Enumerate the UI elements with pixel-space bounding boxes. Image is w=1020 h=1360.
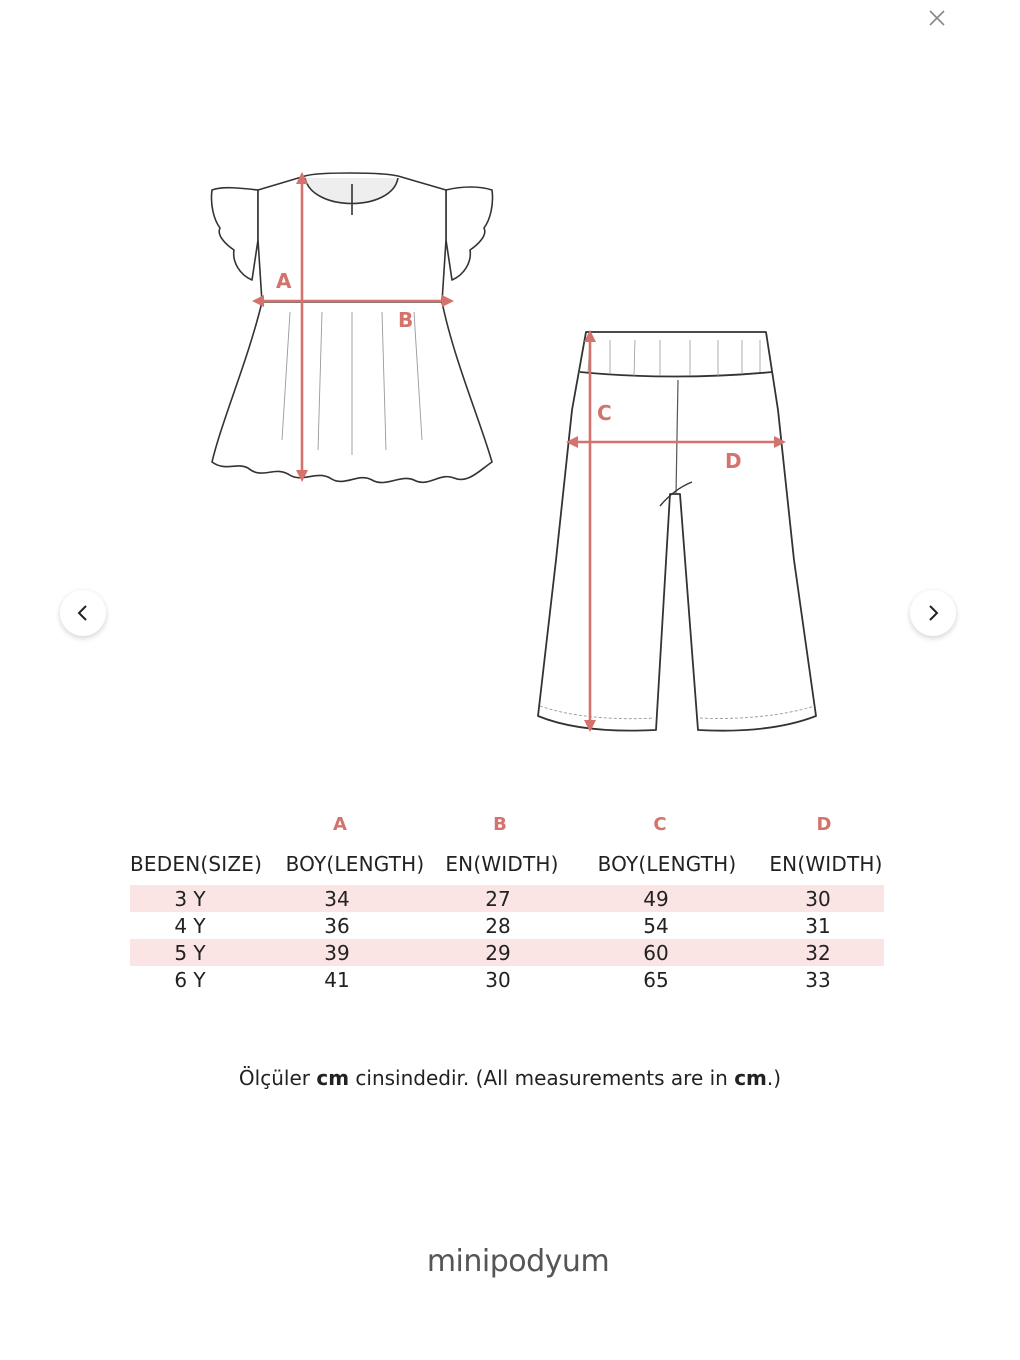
measurement-note bbox=[0, 1066, 1020, 1090]
table-header-row bbox=[130, 838, 884, 885]
cell-a: 39 bbox=[324, 941, 350, 965]
header-top-length: BOY(LENGTH) bbox=[285, 852, 425, 876]
table-row bbox=[130, 939, 884, 966]
cell-d: 30 bbox=[805, 887, 831, 911]
column-letter-d: D bbox=[816, 814, 832, 835]
note-unit-2: cm bbox=[734, 1066, 767, 1090]
cell-b: 30 bbox=[485, 968, 511, 992]
cell-c: 65 bbox=[643, 968, 669, 992]
cell-size: 3 Y bbox=[174, 887, 206, 911]
cell-d: 32 bbox=[805, 941, 831, 965]
measure-label-b: B bbox=[398, 308, 414, 332]
cell-size: 4 Y bbox=[174, 914, 206, 938]
cell-d: 31 bbox=[805, 914, 831, 938]
cell-size: 6 Y bbox=[174, 968, 206, 992]
header-top-width: EN(WIDTH) bbox=[445, 852, 559, 876]
cell-b: 28 bbox=[485, 914, 511, 938]
cell-b: 29 bbox=[485, 941, 511, 965]
cell-a: 41 bbox=[324, 968, 350, 992]
table-row bbox=[130, 885, 884, 912]
cell-c: 54 bbox=[643, 914, 669, 938]
note-unit-1: cm bbox=[316, 1066, 350, 1090]
header-size: BEDEN(SIZE) bbox=[130, 852, 263, 876]
note-text-1: Ölçüler bbox=[238, 1066, 317, 1090]
brand-logo: minipodyum bbox=[426, 1244, 610, 1279]
table-row bbox=[130, 912, 884, 939]
cell-size: 5 Y bbox=[174, 941, 206, 965]
header-pants-length: BOY(LENGTH) bbox=[597, 852, 737, 876]
column-letter-b: B bbox=[493, 814, 507, 835]
note-text-3: .) bbox=[766, 1066, 782, 1090]
measure-label-a: A bbox=[276, 269, 292, 293]
cell-c: 60 bbox=[643, 941, 669, 965]
size-chart-table bbox=[130, 810, 884, 993]
table-letter-row bbox=[130, 810, 884, 838]
pants-illustration bbox=[538, 332, 816, 731]
cell-b: 27 bbox=[485, 887, 511, 911]
measure-label-d: D bbox=[725, 449, 742, 473]
cell-a: 34 bbox=[324, 887, 350, 911]
header-pants-width: EN(WIDTH) bbox=[769, 852, 883, 876]
table-row bbox=[130, 966, 884, 993]
dress-illustration bbox=[211, 173, 492, 483]
cell-a: 36 bbox=[324, 914, 350, 938]
column-letter-c: C bbox=[653, 814, 667, 835]
cell-d: 33 bbox=[805, 968, 831, 992]
measure-label-c: C bbox=[597, 401, 612, 425]
cell-c: 49 bbox=[643, 887, 669, 911]
note-text-2: cinsindedir. (All measurements are in bbox=[349, 1066, 735, 1090]
column-letter-a: A bbox=[333, 814, 347, 835]
